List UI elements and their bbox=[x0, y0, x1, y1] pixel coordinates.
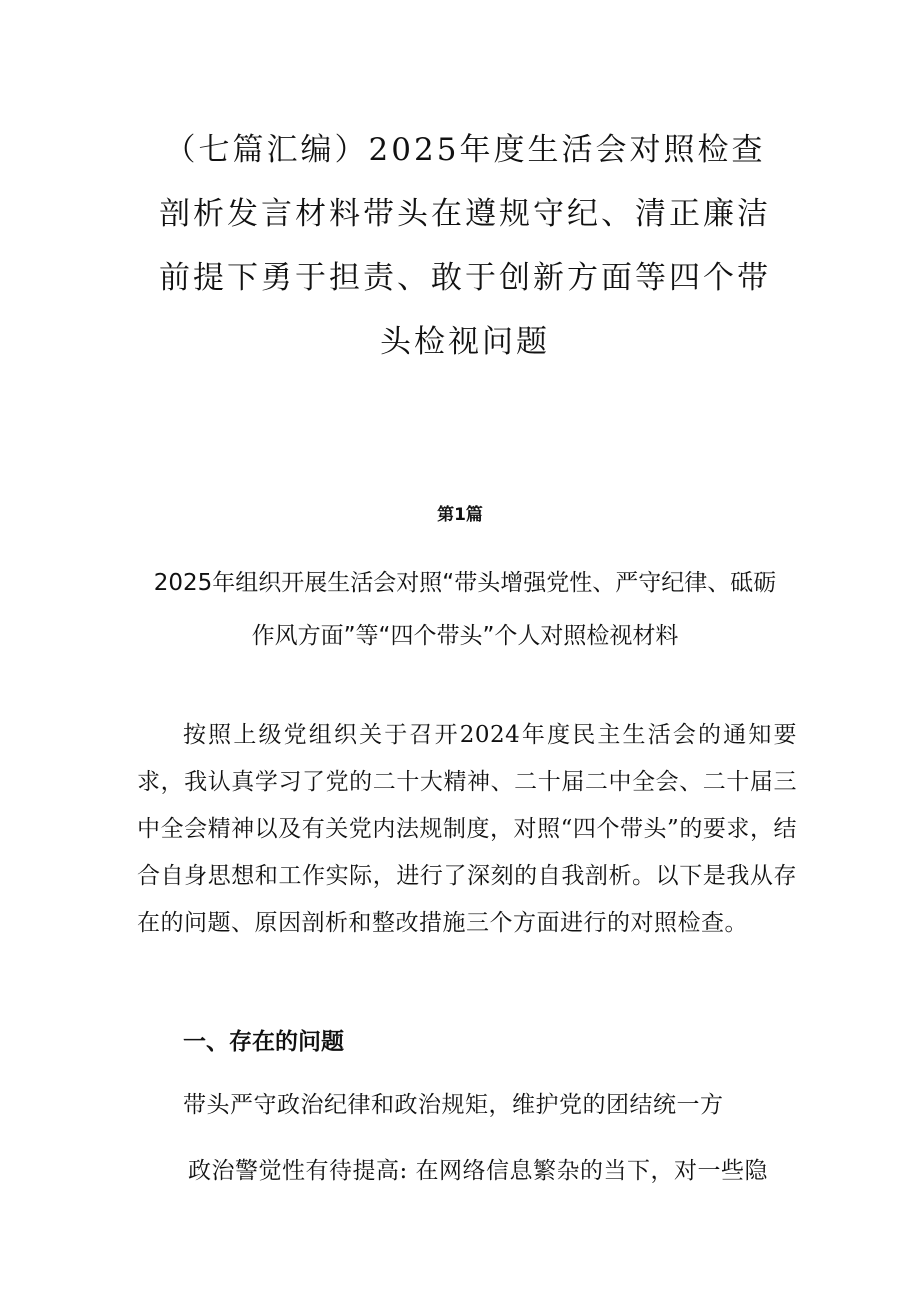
section-label: 第1篇 bbox=[437, 505, 483, 525]
intro-paragraph: 按照上级党组织关于召开2024年度民主生活会的通知要求，我认真学习了党的二十大精神、二十届二中全会、二十届三中全会精神以及有关党内法规制度，对照“四个带头”的要求，结合自身思想和工作实际，进行了深刻的自我剖析。以下是我从存在的问题、原因剖析和整改措施三个方面进行的对照检查。 bbox=[137, 722, 797, 936]
body-line-2: 政治警觉性有待提高: 在网络信息繁杂的当下，对一些隐 bbox=[188, 1158, 769, 1184]
document-title: （七篇汇编）2025年度生活会对照检查剖析发言材料带头在遵规守纪、清正廉洁前提下勇于担责、敢于创新方面等四个带头检视问题 bbox=[159, 132, 771, 360]
document-subtitle: 2025年组织开展生活会对照“带头增强党性、严守纪律、砥砺作风方面”等“四个带头”个人对照检视材料 bbox=[153, 570, 777, 649]
body-line-1: 带头严守政治纪律和政治规矩，维护党的团结统一方 bbox=[183, 1092, 724, 1118]
section-heading-problems: 一、存在的问题 bbox=[183, 1029, 344, 1055]
